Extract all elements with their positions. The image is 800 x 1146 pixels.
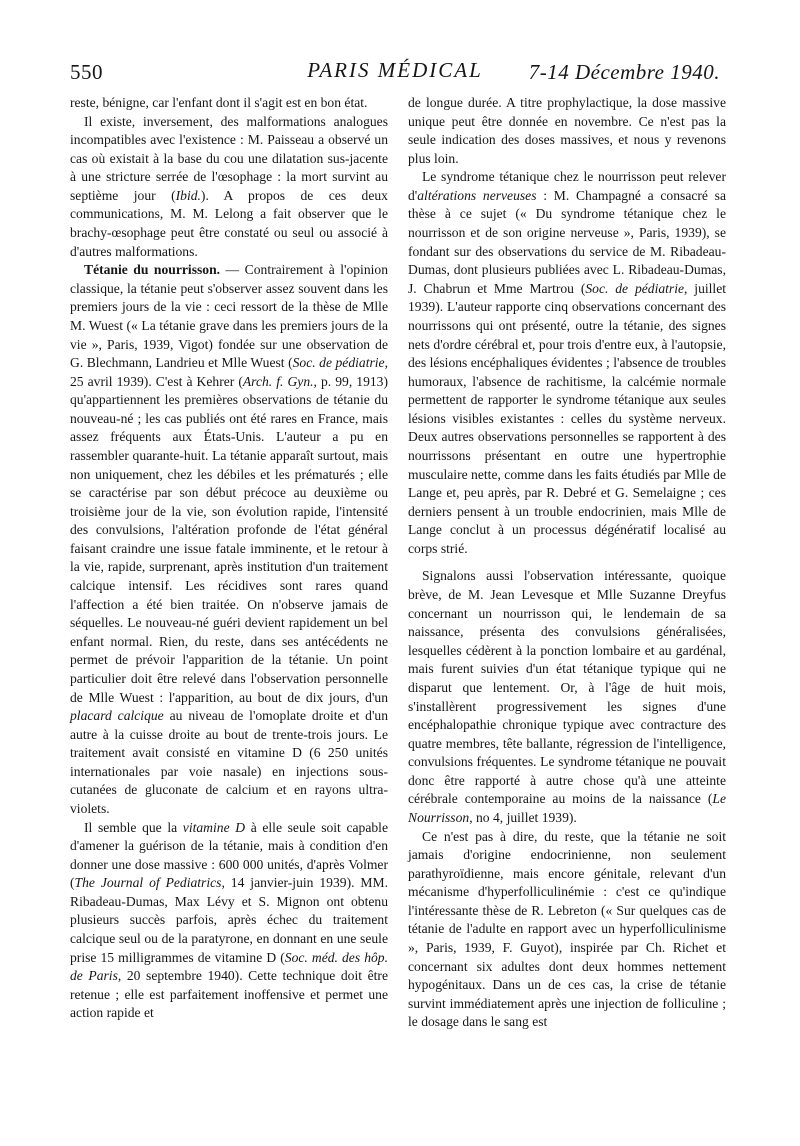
citation: Soc. de pédiatrie [292,355,385,371]
paragraph: reste, bénigne, car l'enfant dont il s'agit est en bon état. [70,95,368,110]
emphasis: placard calcique [70,708,164,724]
right-column [408,94,726,1032]
journal-title: PARIS MÉDICAL [307,58,483,82]
emphasis: altérations nerveuses [417,187,537,203]
paragraph: Il semble que la vitamine D à elle seule soit capable d'amener la guérison de la tétanie, mais à condition d'en donner une dose massive : 600 000 unités, d'après Volmer (The Journal of Pediatrics, 14 janvier-juin 1939). MM. Ribadeau-Dumas, Max Lévy et S. Mignon ont obtenu plusieurs succès parfois, après échec du traitement calcique seul ou de la paratyrone, en donnant en une seule prise 15 milligrammes de vitamine D (Soc. méd. des hôp. de Paris, 20 septembre 1940). Cette technique doit être retenue ; elle est parfaitement inoffensive et permet une action rapide et [70,819,388,1021]
paragraph: Signalons aussi l'observation intéressante, quoique brève, de M. Jean Levesque et Mlle Suzanne Dreyfus concernant un nourrisson qui, le lendemain de sa naissance, présenta des convulsions généralisées, lesquelles cédèrent à la ponction lombaire et au gardénal, mais furent suivies d'un état tétanique typique qui ne disparut que lentement. Or, à l'âge de huit mois, s'installèrent progressivement les signes d'une encéphalopathie chronique typique avec contracture des quatre membres, tête ballante, régression de l'intelligence, convulsions fréquentes. Le syndrome tétanique ne pouvait donc être rapporté à autre chose qu'à une atteinte cérébrale contemporaine au moins de la naissance (Le Nourrisson, no 4, juillet 1939). [408,568,726,825]
paragraph: Ce n'est pas à dire, du reste, que la tétanie ne soit jamais d'origine endocrinienne, non seulement parathyroïdienne, mais encore génitale, relevant d'un mécanisme d'hyperfolliculinémie : c'est ce qu'indique l'intéressante thèse de R. Lebreton (« Sur quelques cas de tétanie de l'adulte en rapport avec un hyperfolliculinisme », Paris, 1939, F. Guyot), inspirée par Ch. Richet et concernant six adultes dont deux hommes nettement hypogénitaux. Dans un de ces cas, la crise de tétanie survint immédiatement après une injection de folliculine ; le dosage dans le sang est [408,828,726,1030]
citation-ibid: Ibid. [175,187,201,203]
paragraph: Le syndrome tétanique chez le nourrisson peut relever d'altérations nerveuses : M. Champagné a consacré sa thèse à ce sujet (« Du syndrome tétanique chez le nourrisson et de son origine nerveuse », Paris, 1939), se fondant sur des observations du service de M. Ribadeau-Dumas, dont plusieurs publiées avec L. Ribadeau-Dumas, J. Chabrun et Mme Martrou (Soc. de pédiatrie, juillet 1939). L'auteur rapporte cinq observations concernant des nourrissons qui ont présenté, outre la tétanie, des signes nets d'ordre cérébral et, pour trois d'entre eux, à l'autopsie, des lésions encéphaliques évidentes ; l'absence de troubles humoraux, l'absence de rachitisme, la calcémie normale permettent de rapporter le syndrome tétanique aux seules lésions visibles existantes : celles du système nerveux. Deux autres observations personnelles se rapportent à des nourrissons présentant en outre une hypertrophie musculaire nette, comme dans les faits étudiés par Mlle de Lange et, peu après, par R. Debré et G. Semelaigne ; ces derniers pensent à un trouble endocrinien, mais Mlle de Lange conclut à un processus dégénératif localisé au corps strié. [408,169,727,556]
left-column [70,94,388,1023]
section-heading: Tétanie du nourrisson. [84,262,221,278]
paragraph: de longue durée. A titre prophylactique, la dose massive unique peut être donnée en novembre. Ce n'est pas la seule indication des doses massives, et nous y revenons plus loin. [408,95,726,166]
page-number: 550 [70,60,103,84]
citation: Soc. de pédiatrie [585,280,685,296]
issue-date: 7-14 Décembre 1940. [528,60,720,84]
paragraph-tetanie: Tétanie du nourrisson. — Contrairement à l'opinion classique, la tétanie peut s'observer assez souvent dans les premiers jours de la vie : ceci ressort de la thèse de Mlle M. Wuest (« La tétanie grave dans les premiers jours de la vie », Paris, 1939, Vigot) fondée sur une observation de G. Blechmann, Landrieu et Mlle Wuest (Soc. de pédiatrie, 25 avril 1939). C'est à Kehrer (Arch. f. Gyn., p. 99, 1913) qu'appartiennent les premières observations de tétanie du nouveau-né ; les cas publiés ont été rares en France, mais assez fréquents aux États-Unis. L'auteur a pu en rassembler quarante-huit. La tétanie apparaît surtout, mais non uniquement, chez les débiles et les prématurés ; elle se caractérise par son début précoce au deuxième ou troisième jour de la vie, son évolution rapide, l'intensité des convulsions, l'altération profonde de l'état général faisant craindre une issue fatale imminente, et le retour à la vie, rapide, surprenant, après institution d'un traitement calcique intensif. Les récidives sont rares quand l'affection a été bien traitée. On n'observe jamais de séquelles. Le nouveau-né guéri devient rapidement un bel enfant normal. Rien, du reste, dans ses antécédents ne permet de prévoir l'apparition de la tétanie. Un point particulier doit être relevé dans l'observation personnelle de Mlle Wuest : l'apparition, au bout de dix jours, d'un placard calcique au niveau de l'omoplate droite et d'un autre à la cuisse droite au bout de trente-trois jours. Le traitement avait consisté en vitamine D (6 250 unités internationales par voie nasale) en injections sous-cutanées de gluconate de calcium et en rayons ultra-violets. [70,262,388,816]
running-header [70,58,720,90]
citation: Soc. méd. des hôp. de Paris [70,949,388,984]
citation: The Journal of Pediatrics [74,875,222,891]
citation: Le Nourrisson [408,791,726,825]
citation: Arch. f. Gyn. [242,373,314,389]
paragraph: Il existe, inversement, des malformations analogues incompatibles avec l'existence : M. Paisseau a observé un cas où existait à la base du cou une dilatation sus-jacente à une stricture serrée de l'œsophage : la mort survint au septième jour (Ibid.). A propos de ces deux communications, M. M. Lelong a fait observer que le brachy-œsophage peut être constaté ou seul ou associé à d'autres malformations. [70,113,388,259]
emphasis: vitamine D [182,819,246,835]
